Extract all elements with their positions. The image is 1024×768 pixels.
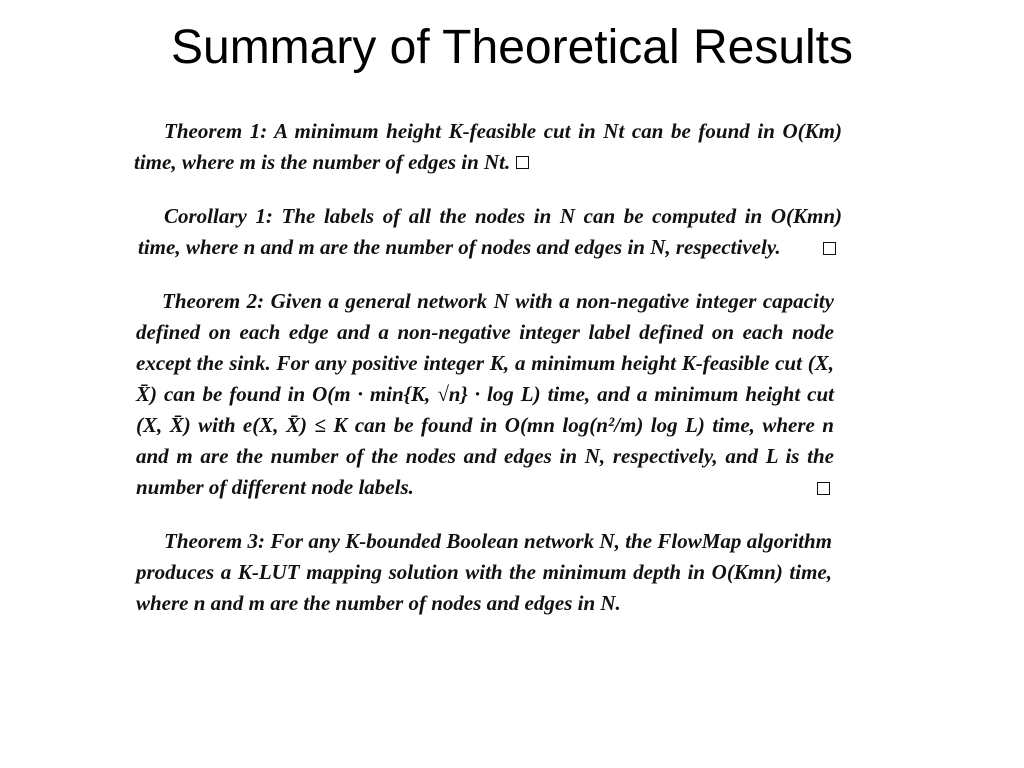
corollary-1-text: Corollary 1: The labels of all the nodes in N can be computed in O(Kmn) time, where n and m are the number of nodes and edges in N, respectively. <box>138 204 842 259</box>
theorem-3 <box>134 526 842 619</box>
slide-title: Summary of Theoretical Results <box>170 21 854 74</box>
qed-square-icon <box>817 482 830 495</box>
theorem-2 <box>134 286 842 503</box>
qed-square-icon <box>516 156 529 169</box>
theorem-1-text: Theorem 1: A minimum height K-feasible cut in Nt can be found in O(Km) time, where m is the number of edges in Nt. <box>134 119 842 174</box>
theorem-excerpt <box>134 116 842 642</box>
theorem-2-text: Theorem 2: Given a general network N with a non-negative integer capacity defined on each edge and a non-negative integer label defined on each node except the sink. For any positive integer K, a minimum height K-feasible cut (X, X̄) can be found in O(m · min{K, √n} · log L) time, and a minimum height cut (X, X̄) with e(X, X̄) ≤ K can be found in O(mn log(n²/m) log L) time, where n and m are the number of the nodes and edges in N, respectively, and L is the number of different node labels. <box>136 289 834 499</box>
corollary-1 <box>134 201 842 263</box>
theorem-1 <box>134 116 842 178</box>
theorem-3-text: Theorem 3: For any K-bounded Boolean network N, the FlowMap algorithm produces a K-LUT mapping solution with the minimum depth in O(Kmn) time, where n and m are the number of nodes and edges in N. <box>136 529 832 615</box>
qed-square-icon <box>823 242 836 255</box>
